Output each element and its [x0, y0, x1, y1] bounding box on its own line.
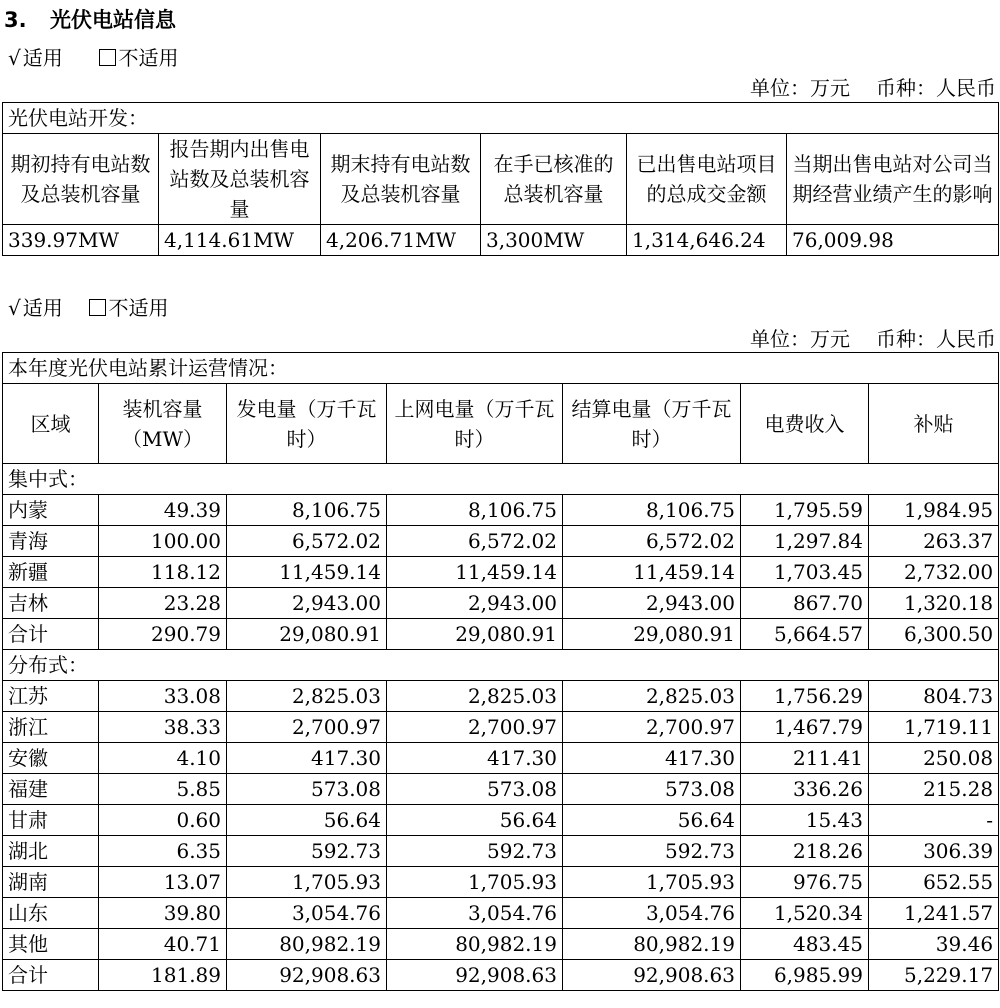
pv-development-table — [2, 102, 999, 256]
currency-label: 币种：人民币 — [876, 76, 996, 100]
value-cell: 11,459.14 — [227, 557, 387, 588]
value-cell: 3,054.76 — [563, 898, 741, 929]
value-cell: 804.73 — [869, 681, 999, 712]
region-cell: 甘肃 — [3, 805, 99, 836]
value-cell: 1,705.93 — [563, 867, 741, 898]
table-row — [3, 495, 999, 526]
value-cell: 1,320.18 — [869, 588, 999, 619]
value-cell: 5,664.57 — [741, 619, 869, 650]
region-cell: 内蒙 — [3, 495, 99, 526]
region-cell: 福建 — [3, 774, 99, 805]
value-cell: 8,106.75 — [563, 495, 741, 526]
value-cell: 181.89 — [99, 960, 227, 991]
header-cell: 期末持有电站数及总装机容量 — [321, 134, 481, 225]
value-cell: 483.45 — [741, 929, 869, 960]
not-applicable-label: 不适用 — [118, 46, 179, 70]
value-cell: 6,300.50 — [869, 619, 999, 650]
value-cell: 6,572.02 — [387, 526, 563, 557]
table-caption: 本年度光伏电站累计运营情况： — [3, 353, 999, 384]
value-cell: 40.71 — [99, 929, 227, 960]
table-row — [3, 836, 999, 867]
table-row — [3, 960, 999, 991]
applicability-line-2 — [8, 292, 168, 321]
value-cell: 263.37 — [869, 526, 999, 557]
value-cell: 39.80 — [99, 898, 227, 929]
value-cell: 290.79 — [99, 619, 227, 650]
value-cell: 3,054.76 — [227, 898, 387, 929]
value-cell: 4.10 — [99, 743, 227, 774]
value-cell: 0.60 — [99, 805, 227, 836]
value-cell: 2,700.97 — [227, 712, 387, 743]
value-cell: 8,106.75 — [227, 495, 387, 526]
region-cell: 山东 — [3, 898, 99, 929]
header-cell: 补贴 — [869, 384, 999, 464]
value-cell: 1,756.29 — [741, 681, 869, 712]
check-mark-icon: √ — [8, 46, 21, 70]
value-cell: 1,719.11 — [869, 712, 999, 743]
value-cell: 1,314,646.24 — [627, 225, 787, 256]
value-cell: 92,908.63 — [387, 960, 563, 991]
applicable-label: 适用 — [22, 296, 63, 320]
table-row — [3, 805, 999, 836]
value-cell: 867.70 — [741, 588, 869, 619]
header-cell: 电费收入 — [741, 384, 869, 464]
table-caption: 光伏电站开发： — [3, 103, 999, 134]
section-title-text: 光伏电站信息 — [50, 8, 176, 32]
value-cell: 250.08 — [869, 743, 999, 774]
section-title — [4, 4, 176, 34]
value-cell: 1,703.45 — [741, 557, 869, 588]
table-row — [3, 557, 999, 588]
region-cell: 吉林 — [3, 588, 99, 619]
value-cell: 1,984.95 — [869, 495, 999, 526]
unit-line-2 — [750, 323, 996, 352]
value-cell: 4,206.71MW — [321, 225, 481, 256]
value-cell: 29,080.91 — [227, 619, 387, 650]
value-cell: 92,908.63 — [563, 960, 741, 991]
value-cell: 5.85 — [99, 774, 227, 805]
value-cell: - — [869, 805, 999, 836]
unit-label: 单位：万元 — [750, 327, 850, 351]
table-row — [3, 929, 999, 960]
value-cell: 218.26 — [741, 836, 869, 867]
value-cell: 1,520.34 — [741, 898, 869, 929]
value-cell: 80,982.19 — [227, 929, 387, 960]
header-cell: 当期出售电站对公司当期经营业绩产生的影响 — [787, 134, 999, 225]
value-cell: 13.07 — [99, 867, 227, 898]
region-cell: 合计 — [3, 619, 99, 650]
value-cell: 417.30 — [227, 743, 387, 774]
value-cell: 3,300MW — [481, 225, 627, 256]
value-cell: 592.73 — [227, 836, 387, 867]
region-cell: 浙江 — [3, 712, 99, 743]
value-cell: 2,825.03 — [563, 681, 741, 712]
unit-line — [750, 72, 996, 101]
group-label: 集中式： — [3, 464, 999, 495]
value-cell: 4,114.61MW — [159, 225, 321, 256]
value-cell: 1,705.93 — [387, 867, 563, 898]
value-cell: 100.00 — [99, 526, 227, 557]
value-cell: 336.26 — [741, 774, 869, 805]
value-cell: 2,943.00 — [387, 588, 563, 619]
value-cell: 11,459.14 — [563, 557, 741, 588]
value-cell: 2,943.00 — [563, 588, 741, 619]
region-cell: 其他 — [3, 929, 99, 960]
unit-label: 单位：万元 — [750, 76, 850, 100]
value-cell: 2,943.00 — [227, 588, 387, 619]
value-cell: 33.08 — [99, 681, 227, 712]
value-cell: 2,825.03 — [227, 681, 387, 712]
currency-label: 币种：人民币 — [876, 327, 996, 351]
region-cell: 青海 — [3, 526, 99, 557]
value-cell: 11,459.14 — [387, 557, 563, 588]
check-mark-icon: √ — [8, 296, 21, 320]
value-cell: 1,241.57 — [869, 898, 999, 929]
value-cell: 417.30 — [563, 743, 741, 774]
value-cell: 39.46 — [869, 929, 999, 960]
value-cell: 652.55 — [869, 867, 999, 898]
value-cell: 339.97MW — [3, 225, 159, 256]
value-cell: 29,080.91 — [563, 619, 741, 650]
value-cell: 8,106.75 — [387, 495, 563, 526]
value-cell: 56.64 — [227, 805, 387, 836]
region-cell: 安徽 — [3, 743, 99, 774]
pv-operation-table — [2, 352, 999, 991]
value-cell: 976.75 — [741, 867, 869, 898]
table-row — [3, 867, 999, 898]
value-cell: 5,229.17 — [869, 960, 999, 991]
value-cell: 2,700.97 — [387, 712, 563, 743]
region-cell: 合计 — [3, 960, 99, 991]
group-label: 分布式： — [3, 650, 999, 681]
value-cell: 23.28 — [99, 588, 227, 619]
header-cell: 在手已核准的总装机容量 — [481, 134, 627, 225]
not-applicable-label: 不适用 — [108, 296, 169, 320]
value-cell: 56.64 — [387, 805, 563, 836]
value-cell: 573.08 — [563, 774, 741, 805]
table-row — [3, 588, 999, 619]
value-cell: 306.39 — [869, 836, 999, 867]
applicable-label: 适用 — [22, 46, 63, 70]
applicability-line — [8, 42, 178, 71]
value-cell: 3,054.76 — [387, 898, 563, 929]
centralized-rows — [3, 495, 999, 650]
table-row — [3, 743, 999, 774]
value-cell: 6,572.02 — [563, 526, 741, 557]
value-cell: 15.43 — [741, 805, 869, 836]
region-cell: 湖南 — [3, 867, 99, 898]
header-cell: 发电量（万千瓦时） — [227, 384, 387, 464]
value-cell: 56.64 — [563, 805, 741, 836]
value-cell: 211.41 — [741, 743, 869, 774]
region-cell: 湖北 — [3, 836, 99, 867]
value-cell: 573.08 — [387, 774, 563, 805]
value-cell: 92,908.63 — [227, 960, 387, 991]
value-cell: 1,297.84 — [741, 526, 869, 557]
table-row — [3, 619, 999, 650]
value-cell: 38.33 — [99, 712, 227, 743]
header-cell: 上网电量（万千瓦时） — [387, 384, 563, 464]
section-number: 3. — [4, 8, 27, 32]
value-cell: 417.30 — [387, 743, 563, 774]
value-cell: 573.08 — [227, 774, 387, 805]
value-cell: 215.28 — [869, 774, 999, 805]
table-row — [3, 898, 999, 929]
header-cell: 装机容量（MW） — [99, 384, 227, 464]
header-cell: 结算电量（万千瓦时） — [563, 384, 741, 464]
header-cell: 报告期内出售电站数及总装机容量 — [159, 134, 321, 225]
value-cell: 29,080.91 — [387, 619, 563, 650]
value-cell: 80,982.19 — [387, 929, 563, 960]
value-cell: 76,009.98 — [787, 225, 999, 256]
header-cell: 区域 — [3, 384, 99, 464]
value-cell: 2,732.00 — [869, 557, 999, 588]
value-cell: 1,467.79 — [741, 712, 869, 743]
region-cell: 江苏 — [3, 681, 99, 712]
table-row — [3, 774, 999, 805]
table-row — [3, 526, 999, 557]
header-cell: 期初持有电站数及总装机容量 — [3, 134, 159, 225]
value-cell: 1,705.93 — [227, 867, 387, 898]
value-cell: 49.39 — [99, 495, 227, 526]
value-cell: 118.12 — [99, 557, 227, 588]
region-cell: 新疆 — [3, 557, 99, 588]
value-cell: 6.35 — [99, 836, 227, 867]
value-cell: 6,572.02 — [227, 526, 387, 557]
value-cell: 2,700.97 — [563, 712, 741, 743]
value-cell: 592.73 — [563, 836, 741, 867]
table-row — [3, 681, 999, 712]
value-cell: 2,825.03 — [387, 681, 563, 712]
value-cell: 592.73 — [387, 836, 563, 867]
value-cell: 6,985.99 — [741, 960, 869, 991]
distributed-rows — [3, 681, 999, 991]
header-cell: 已出售电站项目的总成交金额 — [627, 134, 787, 225]
empty-checkbox-icon — [99, 49, 116, 66]
value-cell: 80,982.19 — [563, 929, 741, 960]
empty-checkbox-icon — [89, 299, 106, 316]
table-row — [3, 712, 999, 743]
value-cell: 1,795.59 — [741, 495, 869, 526]
